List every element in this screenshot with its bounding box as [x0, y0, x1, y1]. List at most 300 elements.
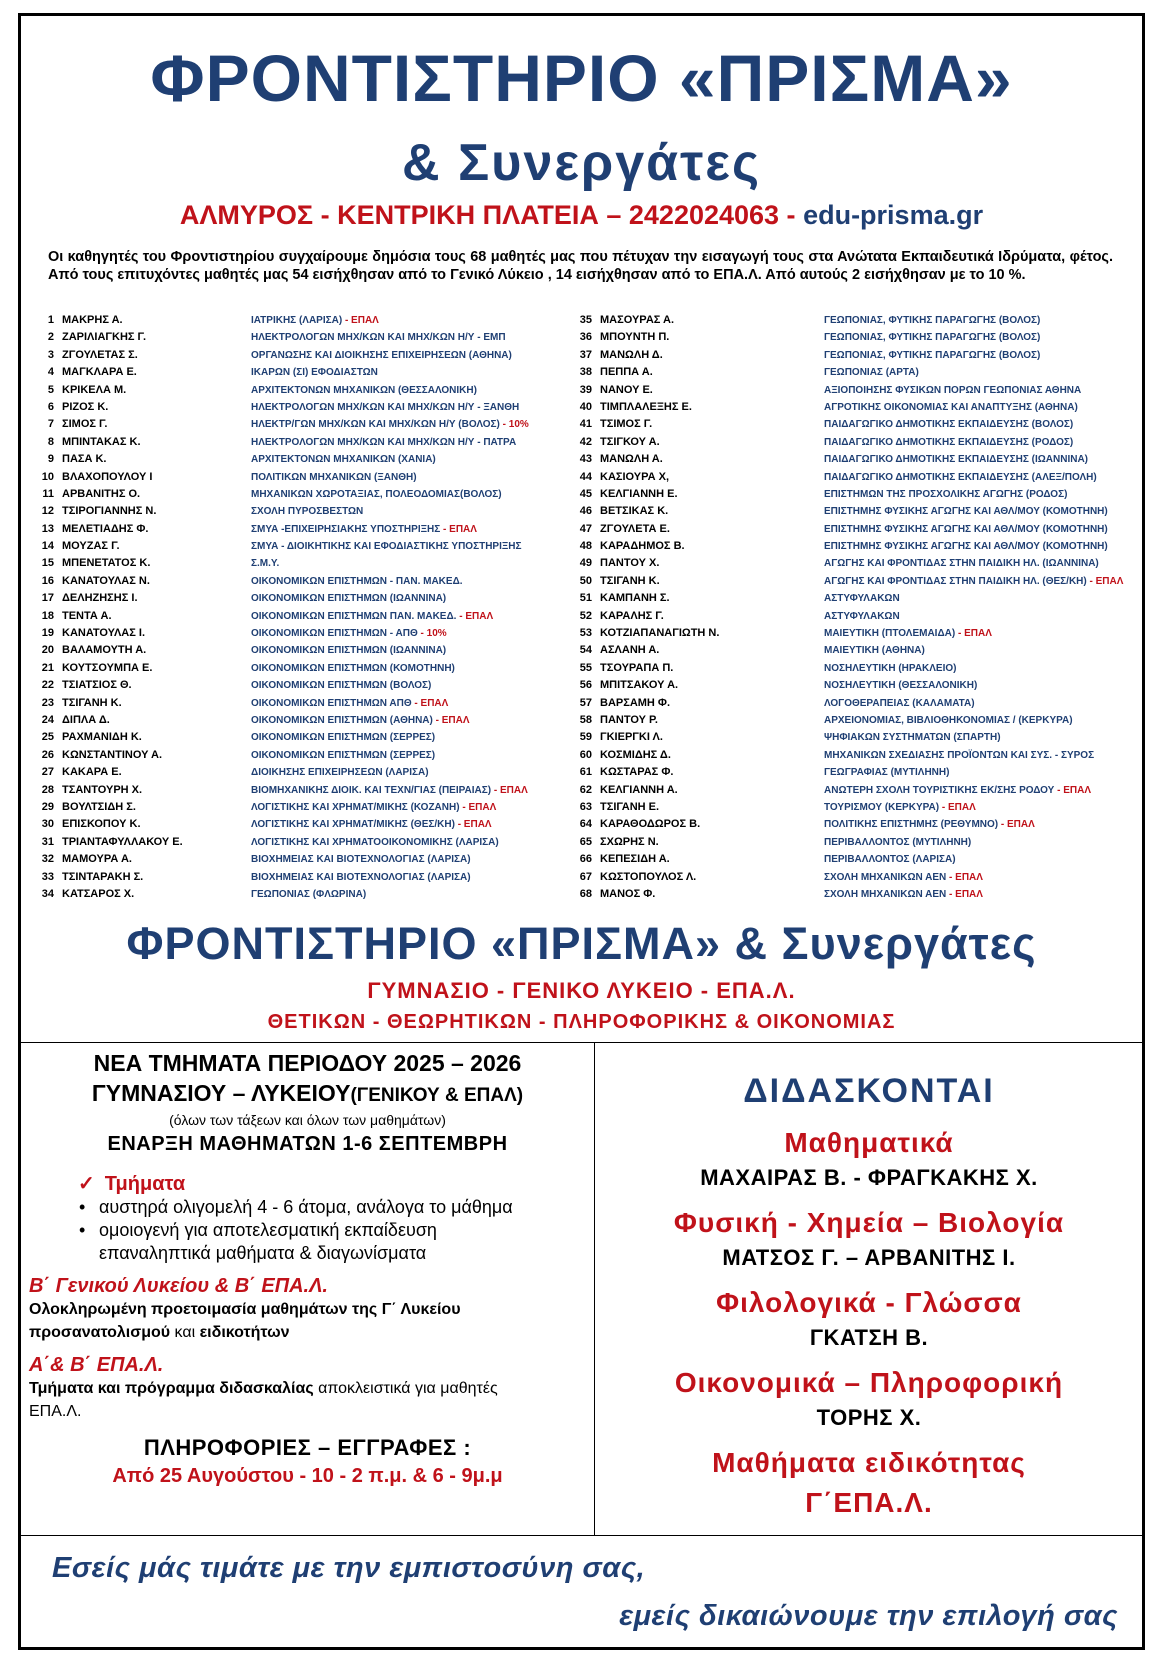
- student-school: [824, 625, 992, 642]
- student-row: [570, 329, 1130, 346]
- student-name: ΤΣΙΓΚΟΥ Α.: [600, 435, 660, 448]
- student-name: ΝΑΝΟΥ Ε.: [600, 383, 653, 396]
- school-name: ΣΧΟΛΗ ΜΗΧΑΝΙΚΩΝ ΑΕΝ: [824, 871, 947, 883]
- student-number: 58: [579, 713, 592, 726]
- school-name: ΨΗΦΙΑΚΩΝ ΣΥΣΤΗΜΑΤΩΝ (ΣΠΑΡΤΗ): [824, 732, 1001, 744]
- student-school: [251, 851, 471, 868]
- info-title: ΠΛΗΡΟΦΟΡΙΕΣ – ΕΓΓΡΑΦΕΣ :: [143, 1435, 472, 1460]
- student-school: [251, 416, 529, 433]
- student-name: ΑΣΛΑΝΗ Α.: [600, 644, 660, 657]
- student-name: ΚΟΤΖΙΑΠΑΝΑΓΙΩΤΗ Ν.: [600, 627, 720, 640]
- student-name: ΚΑΡΑΛΗΣ Γ.: [600, 609, 664, 622]
- student-row: [570, 869, 1130, 886]
- subject-teachers: ΓΚΑΤΣΗ Β.: [809, 1325, 929, 1350]
- directions-line: ΘΕΤΙΚΩΝ - ΘΕΩΡΗΤΙΚΩΝ - ΠΛΗΡΟΦΟΡΙΚΗΣ & ΟΙΚΟΝΟΜΙΑΣ: [267, 1011, 896, 1033]
- student-row: [32, 573, 562, 590]
- school-name: ΓΕΩΓΡΑΦΙΑΣ (ΜΥΤΙΛΗΝΗ): [824, 767, 950, 779]
- student-row: [570, 816, 1130, 833]
- student-number: 40: [579, 400, 592, 413]
- admission-note: - ΕΠΑΛ: [946, 888, 983, 900]
- student-school: [824, 677, 977, 694]
- school-levels-small: (ΓΕΝΙΚΟΥ & ΕΠΑΛ): [350, 1085, 524, 1106]
- student-name: ΡΙΖΟΣ Κ.: [62, 400, 109, 413]
- student-row: [570, 625, 1130, 642]
- school-name: ΑΣΤΥΦΥΛΑΚΩΝ: [824, 610, 900, 622]
- student-number: 33: [41, 870, 54, 883]
- student-row: [32, 816, 562, 833]
- subject-title: Φιλολογικά - Γλώσσα: [716, 1287, 1022, 1318]
- student-row: [570, 608, 1130, 625]
- student-name: ΒΕΤΣΙΚΑΣ Κ.: [600, 505, 669, 518]
- student-name: ΖΓΟΥΛΕΤΑ Ε.: [600, 522, 670, 535]
- student-name: ΜΟΥΖΑΣ Γ.: [62, 540, 120, 553]
- student-row: [570, 469, 1130, 486]
- school-name: ΔΙΟΙΚΗΣΗΣ ΕΠΙΧΕΙΡΗΣΕΩΝ (ΛΑΡΙΣΑ): [251, 767, 429, 779]
- student-name: ΤΕΝΤΑ Α.: [62, 609, 112, 622]
- b-lyceum-and: και: [170, 1324, 200, 1341]
- divider: [21, 1535, 1142, 1536]
- admission-note: - ΕΠΑΛ: [411, 697, 449, 709]
- student-name: ΤΣΙΓΑΝΗ Ε.: [600, 800, 660, 813]
- student-name: ΚΑΤΣΑΡΟΣ Χ.: [62, 887, 135, 900]
- student-school: [824, 729, 1001, 746]
- student-name: ΠΑΝΤΟΥ Χ.: [600, 557, 660, 570]
- student-name: ΣΧΩΡΗΣ Ν.: [600, 835, 659, 848]
- student-name: ΚΑΝΑΤΟΥΛΑΣ Ι.: [62, 627, 146, 640]
- student-number: 28: [41, 783, 54, 796]
- admission-note: - ΕΠΑΛ: [491, 784, 528, 796]
- student-number: 34: [41, 887, 54, 900]
- student-number: 46: [579, 505, 592, 518]
- student-number: 53: [579, 627, 592, 640]
- student-row: [570, 364, 1130, 381]
- student-row: [32, 625, 562, 642]
- school-name: ΟΙΚΟΝΟΜΙΚΩΝ ΕΠΙΣΤΗΜΩΝ (ΒΟΛΟΣ): [251, 680, 432, 692]
- subject-title: Οικονομικά – Πληροφορική: [674, 1367, 1064, 1398]
- student-number: 67: [579, 870, 592, 883]
- student-row: [570, 660, 1130, 677]
- student-name: ΜΑΝΩΛΗ Α.: [600, 453, 663, 466]
- student-number: 66: [579, 853, 592, 866]
- student-name: ΜΕΛΕΤΙΑΔΗΣ Φ.: [62, 522, 149, 535]
- student-school: [824, 834, 971, 851]
- student-school: [824, 799, 976, 816]
- admission-note: - ΕΠΑΛ: [946, 871, 983, 883]
- student-number: 64: [579, 818, 592, 831]
- school-name: ΟΙΚΟΝΟΜΙΚΩΝ ΕΠΙΣΤΗΜΩΝ ΑΠΘ: [251, 697, 412, 709]
- student-school: [251, 329, 506, 346]
- student-school: [824, 538, 1108, 555]
- bullet-text: επαναληπτικά μαθήματα & διαγωνίσματα: [99, 1243, 427, 1263]
- school-name: ΝΟΣΗΛΕΥΤΙΚΗ (ΗΡΑΚΛΕΙΟ): [824, 662, 957, 674]
- student-number: 4: [47, 366, 54, 379]
- student-name: ΜΠΙΤΣΑΚΟΥ Α.: [600, 679, 679, 692]
- main-title: ΦΡΟΝΤΙΣΤΗΡΙΟ «ΠΡΙΣΜΑ»: [150, 41, 1013, 115]
- student-name: ΤΣΙΑΤΣΙΟΣ Θ.: [62, 679, 132, 692]
- student-number: 49: [579, 557, 592, 570]
- school-name: ΑΓΩΓΗΣ ΚΑΙ ΦΡΟΝΤΙΔΑΣ ΣΤΗΝ ΠΑΙΔΙΚΗ ΗΛ. (ΘΕΣ/ΚΗ): [824, 575, 1087, 587]
- school-name: ΠΕΡΙΒΑΛΛΟΝΤΟΣ (ΜΥΤΙΛΗΝΗ): [824, 836, 972, 848]
- student-number: 23: [41, 696, 54, 709]
- student-row: [32, 764, 562, 781]
- student-row: [570, 642, 1130, 659]
- school-name: ΓΕΩΠΟΝΙΑΣ, ΦΥΤΙΚΗΣ ΠΑΡΑΓΩΓΗΣ (ΒΟΛΟΣ): [824, 332, 1041, 344]
- student-row: [32, 347, 562, 364]
- student-row: [570, 590, 1130, 607]
- student-number: 63: [579, 800, 592, 813]
- student-row: [570, 712, 1130, 729]
- school-name: ΛΟΓΙΣΤΙΚΗΣ ΚΑΙ ΧΡΗΜΑΤ/ΜΙΚΗΣ (ΘΕΣ/ΚΗ): [251, 819, 455, 831]
- student-number: 13: [41, 522, 54, 535]
- school-name: ΕΠΙΣΤΗΜΗΣ ΦΥΣΙΚΗΣ ΑΓΩΓΗΣ ΚΑΙ ΑΘΛ/ΜΟΥ (ΚΟΜΟΤΗΝΗ): [824, 506, 1108, 518]
- student-number: 2: [47, 331, 54, 344]
- student-school: [824, 364, 919, 381]
- school-name: ΠΑΙΔΑΓΩΓΙΚΟ ΔΗΜΟΤΙΚΗΣ ΕΚΠΑΙΔΕΥΣΗΣ (ΑΛΕΞ/ΠΟΛΗ): [824, 471, 1097, 483]
- bullet-text: αυστηρά ολιγομελή 4 - 6 άτομα, ανάλογα το μάθημα: [99, 1197, 513, 1217]
- student-name: ΔΕΛΗΖΗΣΗΣ Ι.: [62, 592, 138, 605]
- student-number: 20: [41, 644, 54, 657]
- all-classes-note: (όλων των τάξεων και όλων των μαθημάτων): [169, 1112, 446, 1128]
- student-name: ΒΛΑΧΟΠΟΥΛΟΥ Ι: [62, 470, 153, 483]
- student-name: ΤΡΙΑΝΤΑΦΥΛΛΑΚΟΥ Ε.: [62, 835, 183, 848]
- student-school: [251, 869, 471, 886]
- school-name: ΠΑΙΔΑΓΩΓΙΚΟ ΔΗΜΟΤΙΚΗΣ ΕΚΠΑΙΔΕΥΣΗΣ (ΙΩΑΝΝΙΝΑ): [824, 454, 1089, 466]
- school-name: ΟΙΚΟΝΟΜΙΚΩΝ ΕΠΙΣΤΗΜΩΝ - ΠΑΝ. ΜΑΚΕΔ.: [251, 575, 463, 587]
- student-school: [824, 764, 949, 781]
- student-number: 8: [47, 435, 54, 448]
- student-name: ΜΑΝΟΣ Φ.: [600, 887, 656, 900]
- student-number: 3: [47, 348, 54, 361]
- student-number: 45: [579, 487, 592, 500]
- school-name: ΑΡΧΕΙΟΝΟΜΙΑΣ, ΒΙΒΛΙΟΘΗΚΟΝΟΜΙΑΣ / (ΚΕΡΚΥΡΑ): [824, 714, 1073, 726]
- b-lyceum-specialties: ειδικοτήτων: [199, 1324, 290, 1341]
- student-school: [824, 521, 1108, 538]
- school-name: ΣΜΥΑ - ΔΙΟΙΚΗΤΙΚΗΣ ΚΑΙ ΕΦΟΔΙΑΣΤΙΚΗΣ ΥΠΟΣΤΗΡΙΞΗΣ: [251, 541, 522, 553]
- student-number: 6: [47, 400, 54, 413]
- subject-title: Φυσική - Χημεία – Βιολογία: [673, 1207, 1065, 1238]
- student-name: ΚΑΚΑΡΑ Ε.: [62, 766, 122, 779]
- student-number: 17: [41, 592, 54, 605]
- student-name: ΤΣΑΝΤΟΥΡΗ Χ.: [62, 783, 143, 796]
- school-name: ΜΑΙΕΥΤΙΚΗ (ΠΤΟΛΕΜΑΙΔΑ): [824, 628, 956, 640]
- student-school: [824, 312, 1040, 329]
- student-school: [251, 399, 519, 416]
- student-row: [32, 729, 562, 746]
- bullet-item: [79, 1219, 594, 1242]
- student-row: [32, 747, 562, 764]
- student-school: [824, 747, 1094, 764]
- student-name: ΜΑΓΚΛΑΡΑ Ε.: [62, 366, 137, 379]
- student-row: [570, 521, 1130, 538]
- student-name: ΚΑΜΠΑΝΗ Σ.: [600, 592, 670, 605]
- address-line: [21, 200, 1142, 231]
- student-school: [824, 434, 1073, 451]
- student-number: 14: [41, 540, 54, 553]
- student-name: ΒΑΛΑΜΟΥΤΗ Α.: [62, 644, 147, 657]
- student-number: 27: [41, 766, 54, 779]
- student-row: [570, 695, 1130, 712]
- student-number: 25: [41, 731, 54, 744]
- admission-note: - 10%: [417, 628, 447, 640]
- epal-text-bold: Τμήματα και πρόγραμμα διδασκαλίας: [29, 1380, 314, 1397]
- student-row: [570, 434, 1130, 451]
- student-school: [824, 503, 1108, 520]
- student-row: [32, 503, 562, 520]
- b-lyceum-line1: Ολοκληρωμένη προετοιμασία μαθημάτων της Γ΄ Λυκείου: [29, 1301, 461, 1318]
- student-row: [32, 486, 562, 503]
- student-row: [32, 364, 562, 381]
- student-school: [824, 399, 1078, 416]
- student-number: 38: [579, 366, 592, 379]
- student-number: 31: [41, 835, 54, 848]
- student-number: 19: [41, 627, 54, 640]
- school-name: ΕΠΙΣΤΗΜΩΝ ΤΗΣ ΠΡΟΣΧΟΛΙΚΗΣ ΑΓΩΓΗΣ (ΡΟΔΟΣ): [824, 488, 1068, 500]
- subject-teachers: ΜΑΧΑΙΡΑΣ Β. - ΦΡΑΓΚΑΚΗΣ Χ.: [700, 1165, 1038, 1190]
- school-name: ΠΑΙΔΑΓΩΓΙΚΟ ΔΗΜΟΤΙΚΗΣ ΕΚΠΑΙΔΕΥΣΗΣ (ΡΟΔΟΣ): [824, 436, 1074, 448]
- student-row: [32, 886, 562, 903]
- student-school: [251, 573, 463, 590]
- student-name: ΤΣΙΜΟΣ Γ.: [600, 418, 653, 431]
- student-number: 43: [579, 453, 592, 466]
- students-list-left: [32, 312, 562, 903]
- school-name: ΓΕΩΠΟΝΙΑΣ, ΦΥΤΙΚΗΣ ΠΑΡΑΓΩΓΗΣ (ΒΟΛΟΣ): [824, 315, 1041, 326]
- school-name: ΒΙΟΜΗΧΑΝΙΚΗΣ ΔΙΟΙΚ. ΚΑΙ ΤΕΧΝ/ΓΙΑΣ (ΠΕΙΡΑΙΑΣ): [251, 784, 492, 796]
- student-row: [32, 869, 562, 886]
- student-name: ΚΑΡΑΘΟΔΩΡΟΣ Β.: [600, 818, 701, 831]
- school-name: ΕΠΙΣΤΗΜΗΣ ΦΥΣΙΚΗΣ ΑΓΩΓΗΣ ΚΑΙ ΑΘΛ/ΜΟΥ (ΚΟΜΟΤΗΝΗ): [824, 523, 1108, 535]
- student-row: [570, 555, 1130, 572]
- student-row: [32, 399, 562, 416]
- school-name: ΣΜΥΑ -ΕΠΙΧΕΙΡΗΣΙΑΚΗΣ ΥΠΟΣΤΗΡΙΞΗΣ: [251, 523, 441, 535]
- school-name: ΜΑΙΕΥΤΙΚΗ (ΑΘΗΝΑ): [824, 645, 925, 657]
- student-number: 30: [41, 818, 54, 831]
- admission-note: - ΕΠΑΛ: [342, 315, 379, 326]
- school-name: ΒΙΟΧΗΜΕΙΑΣ ΚΑΙ ΒΙΟΤΕΧΝΟΛΟΓΙΑΣ (ΛΑΡΙΣΑ): [251, 854, 471, 866]
- bullet-icon: •: [79, 1220, 86, 1240]
- school-name: ΓΕΩΠΟΝΙΑΣ, ΦΥΤΙΚΗΣ ΠΑΡΑΓΩΓΗΣ (ΒΟΛΟΣ): [824, 349, 1041, 361]
- address-phone: ΑΛΜΥΡΟΣ - ΚΕΝΤΡΙΚΗ ΠΛΑΤΕΙΑ – 2422024063 -: [179, 200, 804, 230]
- student-name: ΓΚΙΕΡΓΚΙ Λ.: [600, 731, 663, 744]
- b-lyceum-title: Β΄ Γενικού Λυκείου & Β΄ ΕΠΑ.Λ.: [29, 1275, 328, 1297]
- school-name: ΟΙΚΟΝΟΜΙΚΩΝ ΕΠΙΣΤΗΜΩΝ (ΙΩΑΝΝΙΝΑ): [251, 593, 447, 605]
- student-row: [570, 834, 1130, 851]
- special-subjects: Μαθήματα ειδικότητας: [712, 1447, 1026, 1478]
- student-number: 10: [41, 470, 54, 483]
- student-school: [251, 834, 499, 851]
- student-number: 61: [579, 766, 592, 779]
- student-school: [251, 886, 366, 903]
- student-school: [824, 347, 1040, 364]
- student-row: [570, 312, 1130, 329]
- student-number: 36: [579, 331, 592, 344]
- student-row: [570, 886, 1130, 903]
- student-number: 59: [579, 731, 592, 744]
- subjects-panel: [596, 1048, 1142, 1519]
- admission-note: - ΕΠΑΛ: [998, 819, 1035, 831]
- school-name: ΣΧΟΛΗ ΜΗΧΑΝΙΚΩΝ ΑΕΝ: [824, 888, 947, 900]
- school-name: ΠΑΙΔΑΓΩΓΙΚΟ ΔΗΜΟΤΙΚΗΣ ΕΚΠΑΙΔΕΥΣΗΣ (ΒΟΛΟΣ): [824, 419, 1074, 431]
- student-number: 47: [579, 522, 592, 535]
- student-name: ΤΣΙΡΟΓΙΑΝΝΗΣ Ν.: [62, 505, 157, 518]
- students-list-right: [570, 312, 1130, 903]
- student-number: 12: [41, 505, 54, 518]
- student-school: [824, 712, 1073, 729]
- student-row: [570, 573, 1130, 590]
- b-lyceum-orientation: προσανατολισμού: [29, 1324, 171, 1341]
- student-school: [824, 590, 900, 607]
- school-name: ΟΙΚΟΝΟΜΙΚΩΝ ΕΠΙΣΤΗΜΩΝ (ΣΕΡΡΕΣ): [251, 749, 436, 761]
- student-name: ΚΩΣΤΑΡΑΣ Φ.: [600, 766, 674, 779]
- divider: [21, 1042, 1142, 1043]
- student-school: [251, 486, 502, 503]
- student-name: ΚΕΠΕΣΙΔΗ Α.: [600, 853, 670, 866]
- student-name: ΤΣΟΥΡΑΠΑ Π.: [600, 661, 674, 674]
- school-name: ΟΙΚΟΝΟΜΙΚΩΝ ΕΠΙΣΤΗΜΩΝ - ΑΠΘ: [251, 628, 418, 640]
- student-row: [32, 590, 562, 607]
- student-school: [251, 608, 493, 625]
- school-levels-text: ΓΥΜΝΑΣΙΟΥ – ΛΥΚΕΙΟΥ: [91, 1080, 351, 1106]
- school-name: ΙΚΑΡΩΝ (ΣΙ) ΕΦΟΔΙΑΣΤΩΝ: [251, 367, 378, 379]
- student-name: ΚΩΣΤΟΠΟΥΛΟΣ Λ.: [600, 870, 697, 883]
- school-name: ΑΡΧΙΤΕΚΤΟΝΩΝ ΜΗΧΑΝΙΚΩΝ (ΘΕΣΣΑΛΟΝΙΚΗ): [251, 384, 477, 396]
- student-name: ΜΑΚΡΗΣ Α.: [62, 314, 123, 326]
- school-name: ΓΕΩΠΟΝΙΑΣ (ΑΡΤΑ): [824, 367, 919, 379]
- student-school: [824, 486, 1067, 503]
- student-school: [251, 782, 528, 799]
- student-row: [570, 764, 1130, 781]
- student-name: ΖΓΟΥΛΕΤΑΣ Σ.: [62, 348, 138, 361]
- student-name: ΜΠΕΝΕΤΑΤΟΣ Κ.: [62, 557, 151, 570]
- student-school: [824, 416, 1073, 433]
- school-name: ΙΑΤΡΙΚΗΣ (ΛΑΡΙΣΑ): [251, 315, 343, 326]
- student-number: 5: [47, 383, 54, 396]
- student-school: [824, 660, 957, 677]
- admission-note: - ΕΠΑΛ: [456, 610, 494, 622]
- student-name: ΚΑΣΙΟΥΡΑ Χ,: [600, 470, 670, 483]
- student-name: ΡΑΧΜΑΝΙΔΗ Κ.: [62, 731, 142, 744]
- student-number: 18: [41, 609, 54, 622]
- student-number: 44: [579, 470, 592, 483]
- school-name: ΓΕΩΠΟΝΙΑΣ (ΦΛΩΡΙΝΑ): [251, 888, 367, 900]
- student-school: [251, 312, 379, 329]
- student-number: 9: [47, 453, 54, 466]
- student-name: ΜΑΜΟΥΡΑ Α.: [62, 853, 132, 866]
- school-name: ΒΙΟΧΗΜΕΙΑΣ ΚΑΙ ΒΙΟΤΕΧΝΟΛΟΓΙΑΣ (ΛΑΡΙΣΑ): [251, 871, 471, 883]
- student-number: 41: [579, 418, 592, 431]
- school-name: Σ.Μ.Υ.: [251, 558, 280, 570]
- school-name: ΣΧΟΛΗ ΠΥΡΟΣΒΕΣΤΩΝ: [251, 506, 364, 518]
- checkmark-icon: ✓: [78, 1173, 95, 1195]
- student-school: [824, 782, 1091, 799]
- student-number: 52: [579, 609, 592, 622]
- student-school: [251, 434, 516, 451]
- student-school: [251, 555, 279, 572]
- school-name: ΛΟΓΙΣΤΙΚΗΣ ΚΑΙ ΧΡΗΜΑΤΟΟΙΚΟΝΟΜΙΚΗΣ (ΛΑΡΙΣΑ): [251, 836, 499, 848]
- epal-text: [29, 1377, 594, 1423]
- student-school: [251, 816, 492, 833]
- school-name: ΕΠΙΣΤΗΜΗΣ ΦΥΣΙΚΗΣ ΑΓΩΓΗΣ ΚΑΙ ΑΘΛ/ΜΟΥ (ΚΟΜΟΤΗΝΗ): [824, 541, 1108, 553]
- student-row: [32, 642, 562, 659]
- student-school: [251, 747, 435, 764]
- student-row: [570, 486, 1130, 503]
- student-school: [824, 869, 983, 886]
- student-number: 37: [579, 348, 592, 361]
- school-name: ΛΟΓΙΣΤΙΚΗΣ ΚΑΙ ΧΡΗΜΑΤ/ΜΙΚΗΣ (ΚΟΖΑΝΗ): [251, 801, 460, 813]
- student-name: ΤΣΙΓΑΝΗ Κ.: [62, 696, 122, 709]
- student-number: 50: [579, 574, 592, 587]
- student-name: ΜΠΙΝΤΑΚΑΣ Κ.: [62, 435, 141, 448]
- subject-teachers: ΤΟΡΗΣ Χ.: [816, 1405, 922, 1430]
- school-name: ΠΟΛΙΤΙΚΩΝ ΜΗΧΑΝΙΚΩΝ (ΞΑΝΘΗ): [251, 471, 417, 483]
- student-name: ΤΙΜΠΛΑΛΕΞΗΣ Ε.: [600, 400, 692, 413]
- school-levels-heading: [21, 1078, 594, 1111]
- student-number: 24: [41, 713, 54, 726]
- school-name: ΠΕΡΙΒΑΛΛΟΝΤΟΣ (ΛΑΡΙΣΑ): [824, 854, 956, 866]
- student-school: [251, 590, 446, 607]
- school-name: ΑΡΧΙΤΕΚΤΟΝΩΝ ΜΗΧΑΝΙΚΩΝ (ΧΑΝΙΑ): [251, 454, 436, 466]
- student-row: [570, 799, 1130, 816]
- admission-note: - ΕΠΑΛ: [459, 801, 497, 813]
- school-name: ΤΟΥΡΙΣΜΟΥ (ΚΕΡΚΥΡΑ): [824, 801, 940, 813]
- student-school: [824, 451, 1088, 468]
- student-row: [32, 451, 562, 468]
- student-row: [32, 521, 562, 538]
- student-number: 57: [579, 696, 592, 709]
- school-name: ΗΛΕΚΤΡΟΛΟΓΩΝ ΜΗΧ/ΚΩΝ ΚΑΙ ΜΗΧ/ΚΩΝ Η/Υ - ΕΜΠ: [251, 332, 506, 344]
- student-number: 54: [579, 644, 592, 657]
- student-name: ΒΑΡΣΑΜΗ Φ.: [600, 696, 671, 709]
- student-name: ΚΡΙΚΕΛΑ Μ.: [62, 383, 127, 396]
- brand-title: ΦΡΟΝΤΙΣΤΗΡΙΟ «ΠΡΙΣΜΑ» & Συνεργάτες: [126, 918, 1037, 969]
- subjects-heading: ΔΙΔΑΣΚΟΝΤΑΙ: [743, 1072, 995, 1110]
- student-school: [824, 469, 1097, 486]
- student-name: ΠΕΠΠΑ Α.: [600, 366, 653, 379]
- student-row: [570, 747, 1130, 764]
- school-name: ΝΟΣΗΛΕΥΤΙΚΗ (ΘΕΣΣΑΛΟΝΙΚΗ): [824, 680, 978, 692]
- student-row: [32, 434, 562, 451]
- student-number: 56: [579, 679, 592, 692]
- student-school: [824, 382, 1081, 399]
- admission-note: - ΕΠΑΛ: [432, 714, 470, 726]
- student-row: [570, 416, 1130, 433]
- main-subtitle: & Συνεργάτες: [401, 134, 762, 192]
- student-number: 7: [47, 418, 54, 431]
- levels-line: ΓΥΜΝΑΣΙΟ - ΓΕΝΙΚΟ ΛΥΚΕΙΟ - ΕΠΑ.Λ.: [367, 978, 796, 1003]
- student-name: ΚΑΝΑΤΟΥΛΑΣ Ν.: [62, 574, 150, 587]
- student-number: 11: [42, 487, 54, 500]
- student-row: [570, 399, 1130, 416]
- bullet-icon: •: [79, 1197, 86, 1217]
- school-name: ΜΗΧΑΝΙΚΩΝ ΣΧΕΔΙΑΣΗΣ ΠΡΟΪΟΝΤΩΝ ΚΑΙ ΣΥΣ. - ΣΥΡΟΣ: [824, 749, 1095, 761]
- student-school: [251, 503, 363, 520]
- student-number: 16: [41, 574, 54, 587]
- student-number: 35: [579, 314, 592, 326]
- student-name: ΕΠΙΣΚΟΠΟΥ Κ.: [62, 818, 141, 831]
- student-number: 32: [41, 853, 54, 866]
- bullet-item: [79, 1196, 594, 1219]
- student-name: ΚΕΛΓΙΑΝΝΗ Α.: [600, 783, 678, 796]
- student-row: [32, 712, 562, 729]
- student-name: ΒΟΥΛΤΣΙΔΗ Σ.: [62, 800, 136, 813]
- slogan-line1: Εσείς μάς τιμάτε με την εμπιστοσύνη σας,: [52, 1552, 646, 1584]
- new-classes-panel: [21, 1048, 594, 1488]
- student-row: [570, 503, 1130, 520]
- student-school: [824, 695, 975, 712]
- subject-title: Μαθηματικά: [784, 1127, 954, 1158]
- student-row: [570, 782, 1130, 799]
- school-name: ΑΓΡΟΤΙΚΗΣ ΟΙΚΟΝΟΜΙΑΣ ΚΑΙ ΑΝΑΠΤΥΞΗΣ (ΑΘΗΝΑ): [824, 401, 1078, 413]
- start-date: ΕΝΑΡΞΗ ΜΑΘΗΜΑΤΩΝ 1-6 ΣΕΠΤΕΜΒΡΗ: [107, 1133, 508, 1155]
